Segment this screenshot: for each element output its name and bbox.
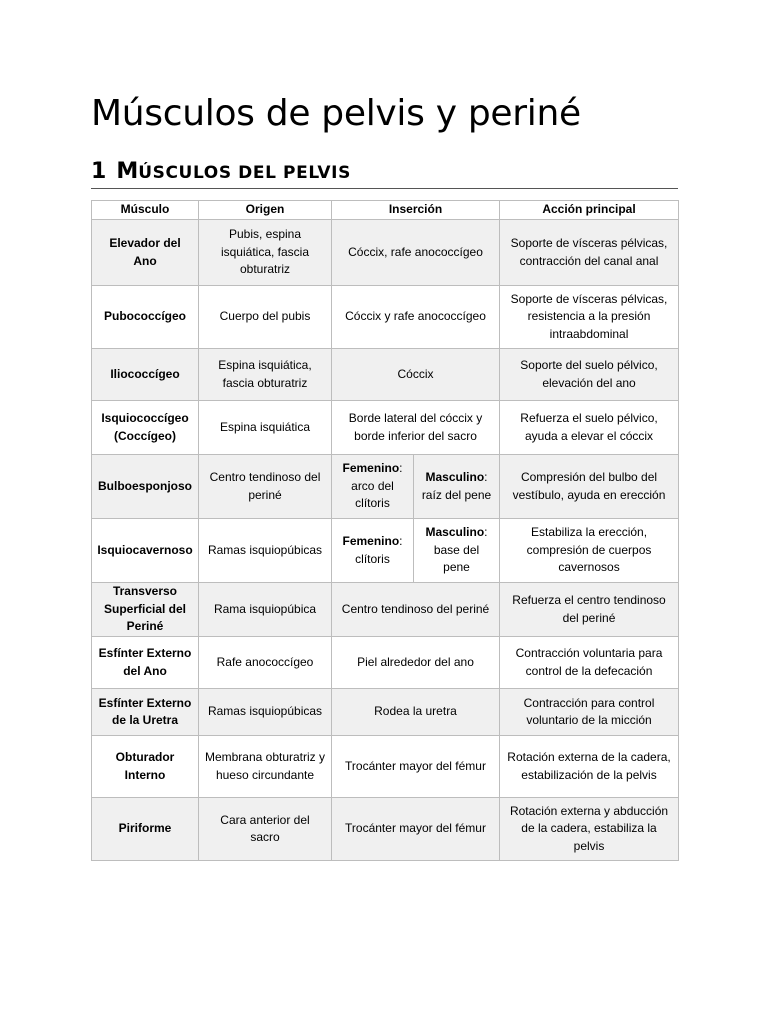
cell-insercion: Piel alrededor del ano	[332, 637, 500, 689]
cell-insercion: Trocánter mayor del fémur	[332, 798, 500, 861]
masculino-label: Masculino	[425, 470, 485, 484]
table-row	[92, 401, 679, 455]
cell-insercion-femenino: Femenino: arco del clítoris	[332, 455, 414, 519]
table-row	[92, 637, 679, 689]
cell-accion: Soporte de vísceras pélvicas, contracción del canal anal	[500, 220, 679, 286]
femenino-label: Femenino	[342, 461, 400, 476]
header-insercion: Inserción	[332, 201, 500, 220]
cell-insercion-femenino: Femenino: clítoris	[332, 519, 414, 583]
cell-musculo: Isquiocavernoso	[92, 519, 199, 583]
header-accion: Acción principal	[500, 201, 679, 220]
cell-origen: Centro tendinoso del periné	[199, 455, 332, 519]
page-title: Músculos de pelvis y periné	[91, 93, 581, 134]
cell-accion: Estabiliza la erección, compresión de cuerpos cavernosos	[500, 519, 679, 583]
cell-musculo: Bulboesponjoso	[92, 455, 199, 519]
cell-insercion: Borde lateral del cóccix y borde inferior del sacro	[332, 401, 500, 455]
cell-insercion: Cóccix	[332, 349, 500, 401]
cell-insercion-masculino: Masculino: base del pene	[414, 519, 500, 583]
cell-origen: Espina isquiática, fascia obturatriz	[199, 349, 332, 401]
masculino-label: Masculino	[425, 525, 485, 540]
section-number: 1	[91, 159, 107, 184]
cell-accion: Rotación externa de la cadera, estabilización de la pelvis	[500, 736, 679, 798]
cell-musculo: Obturador Interno	[92, 736, 199, 798]
section-heading-initial: M	[116, 159, 139, 184]
masculino-value: base del pene	[433, 542, 480, 575]
cell-musculo: Piriforme	[92, 798, 199, 861]
cell-accion: Contracción para control voluntario de la micción	[500, 689, 679, 736]
cell-origen: Cara anterior del sacro	[199, 798, 332, 861]
table-row	[92, 220, 679, 286]
cell-musculo: Isquiococcígeo (Coccígeo)	[92, 401, 199, 455]
header-musculo: Músculo	[92, 201, 199, 220]
cell-musculo: Transverso Superficial del Periné	[92, 583, 199, 637]
cell-accion: Soporte de vísceras pélvicas, resistencia a la presión intraabdominal	[500, 286, 679, 349]
cell-accion: Contracción voluntaria para control de la defecación	[500, 637, 679, 689]
cell-accion: Soporte del suelo pélvico, elevación del ano	[500, 349, 679, 401]
muscles-table	[91, 200, 679, 861]
cell-origen: Espina isquiática	[199, 401, 332, 455]
section-heading	[91, 158, 678, 189]
cell-origen: Membrana obturatriz y hueso circundante	[199, 736, 332, 798]
cell-insercion: Cóccix y rafe anococcígeo	[332, 286, 500, 349]
cell-origen: Ramas isquiopúbicas	[199, 689, 332, 736]
femenino-value: clítoris	[355, 551, 390, 566]
cell-origen: Ramas isquiopúbicas	[199, 519, 332, 583]
cell-origen: Rafe anococcígeo	[199, 637, 332, 689]
cell-insercion-masculino: Masculino: raíz del pene	[414, 455, 500, 519]
cell-musculo: Pubococcígeo	[92, 286, 199, 349]
table-row	[92, 349, 679, 401]
cell-accion: Rotación externa y abducción de la cadera, estabiliza la pelvis	[500, 798, 679, 861]
femenino-value: arco del clítoris	[351, 478, 394, 511]
table-header-row	[92, 201, 679, 220]
cell-musculo: Iliococcígeo	[92, 349, 199, 401]
cell-musculo: Esfínter Externo de la Uretra	[92, 689, 199, 736]
section-heading-rest: ÚSCULOS DEL PELVIS	[138, 163, 351, 183]
cell-accion: Refuerza el suelo pélvico, ayuda a elevar el cóccix	[500, 401, 679, 455]
header-origen: Origen	[199, 201, 332, 220]
table-row	[92, 455, 679, 519]
cell-insercion: Trocánter mayor del fémur	[332, 736, 500, 798]
cell-origen: Rama isquiopúbica	[199, 583, 332, 637]
cell-insercion: Cóccix, rafe anococcígeo	[332, 220, 500, 286]
cell-accion: Refuerza el centro tendinoso del periné	[500, 583, 679, 637]
cell-insercion: Centro tendinoso del periné	[332, 583, 500, 637]
femenino-label: Femenino	[342, 534, 400, 548]
table-row	[92, 286, 679, 349]
table-row	[92, 583, 679, 637]
cell-origen: Pubis, espina isquiática, fascia obturatriz	[199, 220, 332, 286]
cell-musculo: Elevador del Ano	[92, 220, 199, 286]
cell-accion: Compresión del bulbo del vestíbulo, ayuda en erección	[500, 455, 679, 519]
table-row	[92, 519, 679, 583]
cell-origen: Cuerpo del pubis	[199, 286, 332, 349]
table-row	[92, 689, 679, 736]
cell-insercion: Rodea la uretra	[332, 689, 500, 736]
table-row	[92, 798, 679, 861]
cell-musculo: Esfínter Externo del Ano	[92, 637, 199, 689]
masculino-value: raíz del pene	[421, 487, 492, 502]
table-row	[92, 736, 679, 798]
